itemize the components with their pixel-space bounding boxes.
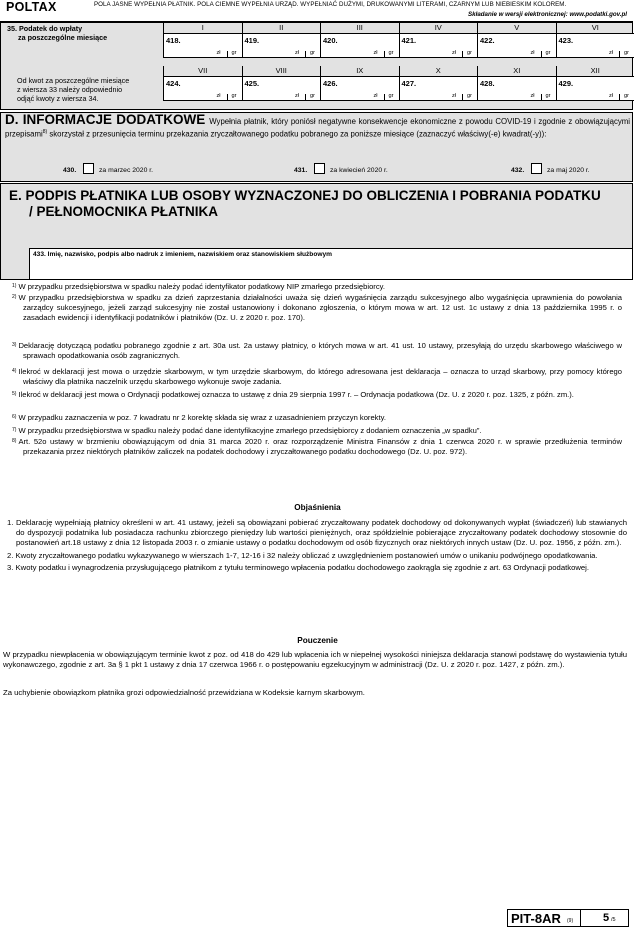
amount-field[interactable] [242, 76, 321, 101]
section-d-additional-info [0, 112, 633, 182]
field-number: 429. [558, 79, 574, 88]
field-number: 423. [558, 36, 574, 45]
option-number: 430. [63, 167, 77, 174]
field-number: 426. [323, 79, 338, 88]
amount-field[interactable] [163, 76, 242, 101]
signature-field-433[interactable] [29, 248, 632, 279]
section-e-title [9, 188, 601, 220]
amount-field[interactable] [163, 33, 242, 58]
month-column-head: I [163, 23, 242, 33]
decimal-separator [227, 51, 228, 57]
field-number: 425. [244, 79, 260, 88]
month-column-head: II [242, 23, 321, 33]
currency-gr: gr [388, 93, 394, 99]
footnote [6, 367, 622, 387]
checkbox[interactable] [83, 163, 94, 174]
decimal-separator [619, 94, 620, 100]
explanation-item: 3. Kwoty podatku i wynagrodzenia przysługującego płatnikom z tytułu terminowego wpłacenia podatku dochodowego zaokrągla się zgodnie z art. 63 Ordynacji podatkowej. [7, 562, 590, 572]
form-instruction: POLA JASNE WYPEŁNIA PŁATNIK. POLA CIEMNE WYPEŁNIA URZĄD. WYPEŁNIAĆ DUŻYMI, DRUKOWANYMI LITERAMI, CZARNYM LUB NIEBIESKIM KOLOREM. [94, 1, 567, 8]
section-d-title: D. INFORMACJE DODATKOWE [5, 112, 206, 127]
section-d-desc-a: Wypełnia płatnik, który poniósł negatywne konsekwencje ekonomiczne z powodu COVID-19 i zgodnie z obowiązującymi przepisami [5, 117, 630, 139]
footnote-text: Art. 52o ustawy w brzmieniu obowiązującym od dnia 31 marca 2020 r. oraz rozporządzenie Ministra Finansów z dnia 1 czerwca 2020 r. w sprawie przedłużenia terminów przekazania przez niektórych płatników zaliczek na podatek dochodowy i zryczałtowanego podatku dochodowego (Dz. U. poz. 972). [18, 437, 622, 456]
decimal-separator [227, 94, 228, 100]
decimal-separator [384, 51, 385, 57]
amount-field[interactable] [477, 33, 556, 58]
currency-gr: gr [231, 93, 237, 99]
decimal-separator [619, 51, 620, 57]
amount-field[interactable] [477, 76, 556, 101]
currency-gr: gr [467, 93, 472, 99]
footnote-text: Deklarację dotyczącą podatku pobranego zgodnie z art. 30a ust. 2a ustawy płatnicy, o których mowa w art. 41 ust. 10 ustawy, przesyłają do urzędu skarbowego właściwego w sprawach opodatkowania osób zagranicznych. [18, 341, 622, 360]
amount-field[interactable] [556, 76, 635, 101]
section-35-note [17, 76, 129, 104]
currency-zl: zł [608, 50, 613, 56]
currency-zl: zł [294, 93, 299, 99]
brand-logo: POLTAX [6, 0, 57, 14]
field-number: 422. [480, 36, 495, 45]
currency-zl: zł [373, 50, 378, 56]
currency-gr: gr [545, 93, 551, 99]
currency-gr: gr [231, 50, 237, 56]
footnote-marker: 1) [12, 283, 17, 289]
decimal-separator [305, 94, 306, 100]
footnote-text: Ilekroć w deklaracji jest mowa o urzędzie skarbowym, w tym urzędzie skarbowym, do którego adresowana jest deklaracja – oznacza to urząd skarbowy, przy pomocy którego właściwy dla płatnika naczelnik urzędu skarbowego wykonuje swoje zadania. [18, 367, 622, 386]
page-number: 5 [603, 912, 610, 924]
form-footer [507, 909, 629, 927]
explanation-item: 1. Deklarację wypełniają płatnicy określeni w art. 41 ustawy, jeżeli są obowiązani pobierać zryczałtowany podatek dochodowy od dokonywanych wypłat (świadczeń) lub stawianych do dyspozycji podatnika lub posiadacza rachunku zbiorczego pieniędzy lub wartości pieniężnych, oraz spółdzielnie pobierające zryczałtowany podatek dochodowy stosownie do postanowień art.18 ustawy z dnia 12 listopada 2003 r. o zmianie ustawy o podatku dochodowym od osób fizycznych oraz niektórych innych ustaw (Dz. U. poz. 1956, z późn. zm.). [7, 518, 627, 548]
month-column-head: VII [163, 66, 242, 76]
section-35-label [7, 24, 107, 42]
option-label: za marzec 2020 r. [99, 167, 154, 174]
footnote [6, 437, 622, 457]
explanations-title: Objaśnienia [294, 503, 341, 512]
note-line: z wiersza 33 należy odpowiednio [17, 85, 123, 95]
currency-gr: gr [545, 50, 551, 56]
currency-gr: gr [310, 50, 315, 56]
section-35-monthly-tax [0, 21, 633, 110]
footnote-marker: 5) [12, 391, 17, 397]
field-number: 419. [244, 36, 260, 45]
section-35-label-line1: 35. Podatek do wpłaty [7, 24, 83, 33]
amount-field[interactable] [399, 33, 478, 58]
option-label: za kwiecień 2020 r. [330, 167, 388, 174]
option-label: za maj 2020 r. [547, 167, 590, 174]
amount-field[interactable] [320, 76, 399, 101]
option-number: 432. [511, 167, 525, 174]
currency-gr: gr [310, 93, 315, 99]
field-number: 427. [401, 79, 417, 88]
footnote [6, 282, 622, 292]
field-number: 418. [166, 36, 181, 45]
footnote-marker: 3) [12, 342, 17, 348]
currency-zl: zł [216, 93, 221, 99]
field-number: 421. [401, 36, 417, 45]
option-number: 431. [294, 167, 308, 174]
currency-zl: zł [451, 93, 456, 99]
currency-gr: gr [467, 50, 472, 56]
currency-gr: gr [388, 50, 394, 56]
section-35-label-line2: za poszczególne miesiące [18, 33, 108, 42]
form-code: PIT-8AR [511, 911, 561, 926]
currency-zl: zł [608, 93, 613, 99]
electronic-filing-note: Składanie w wersji elektronicznej: www.podatki.gov.pl [468, 11, 627, 18]
checkbox[interactable] [314, 163, 325, 174]
currency-gr: gr [624, 93, 629, 99]
month-column-head: XII [556, 66, 635, 76]
footnote-text: Ilekroć w deklaracji jest mowa o Ordynacji podatkowej oznacza to ustawę z dnia 29 sierpnia 1997 r. – Ordynacja podatkowa (Dz. U. z 2020 r. poz. 1325, z późn. zm.). [18, 390, 574, 399]
amount-field[interactable] [399, 76, 478, 101]
checkbox[interactable] [531, 163, 542, 174]
footnote [6, 413, 622, 423]
footnote-marker: 8) [12, 438, 17, 444]
footnote [6, 341, 622, 361]
decimal-separator [541, 94, 542, 100]
decimal-separator [305, 51, 306, 57]
signature-field-label: 433. Imię, nazwisko, podpis albo nadruk z imieniem, nazwiskiem oraz stanowiskiem służbowym [33, 251, 333, 258]
footnote-marker: 2) [12, 294, 17, 300]
decimal-separator [462, 94, 463, 100]
footnote-text: W przypadku przedsiębiorstwa w spadku należy podać dane identyfikacyjne zmarłego przedsiębiorcy z dodaniem oznaczenia „w spadku”. [18, 426, 482, 435]
field-number: 424. [166, 79, 181, 88]
currency-zl: zł [294, 50, 299, 56]
footnote-marker: 6) [12, 414, 17, 420]
footnote [6, 293, 622, 323]
note-line: odjąć kwoty z wiersza 34. [17, 94, 99, 104]
month-column-head: VIII [242, 66, 321, 76]
footnote-text: W przypadku przedsiębiorstwa w spadku należy podać identyfikator podatkowy NIP zmarłego przedsiębiorcy. [18, 282, 385, 291]
month-column-head: IV [399, 23, 478, 33]
field-number: 428. [480, 79, 495, 88]
amount-field[interactable] [556, 33, 635, 58]
footnote-marker: 7) [12, 427, 17, 433]
currency-zl: zł [530, 93, 535, 99]
section-d-desc-b: skorzystał z przesunięcia terminu przekazania zryczałtowanego podatku pobranego za poniższe miesiące (zaznaczyć właściwy(-e) kwadrat(-y)): [47, 129, 547, 139]
footnote-text: W przypadku przedsiębiorstwa w spadku za dzień zaprzestania działalności uważa się dzień wygaśnięcia zarządu sukcesyjnego albo wygaśnięcia uprawnienia do powołania zarządcy sukcesyjnego, jeżeli zarząd sukcesyjny nie został ustanowiony i dokonano zgłoszenia, o którym mowa w art. 12 ust. 1c ustawy z dnia 13 października 1995 r. o zasadach ewidencji i identyfikacji podatników i płatników (Dz. U. z 2020 r. poz. 170). [18, 293, 622, 322]
explanations-list [3, 518, 627, 573]
month-column-head: IX [320, 66, 399, 76]
instruction-title: Pouczenie [297, 636, 338, 645]
explanation-item: 2. Kwoty zryczałtowanego podatku wykazywanego w wierszach 1-7, 12-16 i 32 należy obliczać z uwzględnieniem postanowień umów o unikaniu podwójnego opodatkowania. [7, 550, 598, 560]
instruction-paragraph: W przypadku niewpłacenia w obowiązującym terminie kwot z poz. od 418 do 429 lub wpłacenia ich w niepełnej wysokości niniejsza deklaracja stanowi podstawę do wystawienia tytułu wykonawczego, zgodnie z art. 3a § 1 pkt 1 ustawy z dnia 17 czerwca 1966 r. o postępowaniu egzekucyjnym w administracji (Dz. U. z 2020 r. poz. 1427, z późn. zm.). [3, 650, 627, 670]
section-e-title-line2: / PEŁNOMOCNIKA PŁATNIKA [29, 204, 218, 219]
currency-gr: gr [624, 50, 629, 56]
footnote-ref: 8) [42, 129, 48, 136]
footer-divider [580, 910, 581, 926]
footnote [6, 426, 622, 436]
form-version: (9) [567, 918, 574, 924]
currency-zl: zł [373, 93, 378, 99]
currency-zl: zł [451, 50, 456, 56]
month-column-head: XI [477, 66, 556, 76]
section-e-title-line1: E. PODPIS PŁATNIKA LUB OSOBY WYZNACZONEJ DO OBLICZENIA I POBRANIA PODATKU [9, 188, 601, 203]
currency-zl: zł [530, 50, 535, 56]
currency-zl: zł [216, 50, 221, 56]
field-number: 420. [323, 36, 338, 45]
footnote-marker: 4) [12, 368, 17, 374]
amount-field[interactable] [320, 33, 399, 58]
page-count: /5 [611, 917, 616, 923]
month-column-head: VI [556, 23, 635, 33]
footnote [6, 390, 622, 400]
month-column-head: III [320, 23, 399, 33]
note-line: Od kwot za poszczególne miesiące [17, 76, 130, 85]
month-column-head: V [477, 23, 556, 33]
instruction-paragraph: Za uchybienie obowiązkom płatnika grozi odpowiedzialność przewidziana w Kodeksie karnym skarbowym. [3, 688, 365, 697]
amount-field[interactable] [242, 33, 321, 58]
footnote-text: W przypadku zaznaczenia w poz. 7 kwadratu nr 2 korektę składa się wraz z uzasadnieniem przyczyn korekty. [18, 413, 386, 422]
section-e-signature [0, 183, 633, 280]
month-column-head: X [399, 66, 478, 76]
decimal-separator [462, 51, 463, 57]
decimal-separator [384, 94, 385, 100]
decimal-separator [541, 51, 542, 57]
section-d-text [5, 112, 630, 140]
